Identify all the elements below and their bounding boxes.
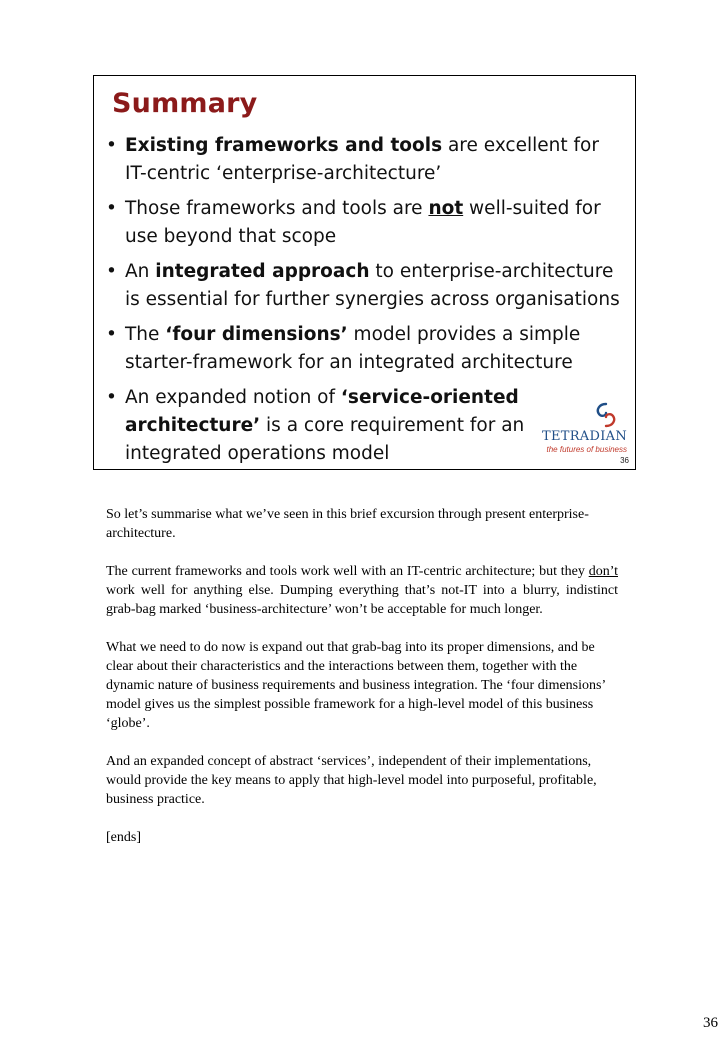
- speaker-notes: [106, 505, 618, 866]
- logo-tagline: the futures of business: [546, 445, 627, 454]
- notes-paragraph: And an expanded concept of abstract ‘services’, independent of their implementations, would provide the key means to apply that high-level model into purposeful, profitable, business practice.: [106, 754, 597, 807]
- slide-number: 36: [620, 456, 629, 465]
- slide-frame: [93, 75, 636, 470]
- bullet-item: • An integrated approach to enterprise-architecture is essential for further synergies across organisations: [106, 258, 626, 314]
- bullet-item: • Existing frameworks and tools are excellent for IT-centric ‘enterprise-architecture’: [106, 132, 626, 188]
- notes-paragraph: So let’s summarise what we’ve seen in this brief excursion through present enterprise-architecture.: [106, 507, 589, 541]
- notes-end-marker: [ends]: [106, 830, 141, 845]
- page-number: 36: [703, 1015, 718, 1031]
- bullet-item: • An expanded notion of ‘service-oriented architecture’ is a core requirement for an integrated operations model: [106, 384, 626, 468]
- bullet-item: • The ‘four dimensions’ model provides a simple starter-framework for an integrated architecture: [106, 321, 626, 377]
- notes-paragraph: What we need to do now is expand out that grab-bag into its proper dimensions, and be clear about their characteristics and the interactions between them, together with the dynamic nature of business requirements and business integration. The ‘four dimensions’ model gives us the simplest possible framework for a high-level model of this business ‘globe’.: [106, 640, 606, 731]
- slide-title: Summary: [112, 88, 258, 119]
- logo-name: TETRADIAN: [541, 429, 627, 444]
- bullet-item: • Those frameworks and tools are not well-suited for use beyond that scope: [106, 195, 626, 251]
- swirl-logo-icon: [593, 402, 619, 428]
- tetradian-logo: [537, 402, 627, 454]
- notes-paragraph: The current frameworks and tools work well with an IT-centric architecture; but they don’t work well for anything else. Dumping everything that’s not-IT into a blurry, indistinct grab-bag marked ‘business-architecture’ won’t be acceptable for much longer.: [106, 564, 618, 617]
